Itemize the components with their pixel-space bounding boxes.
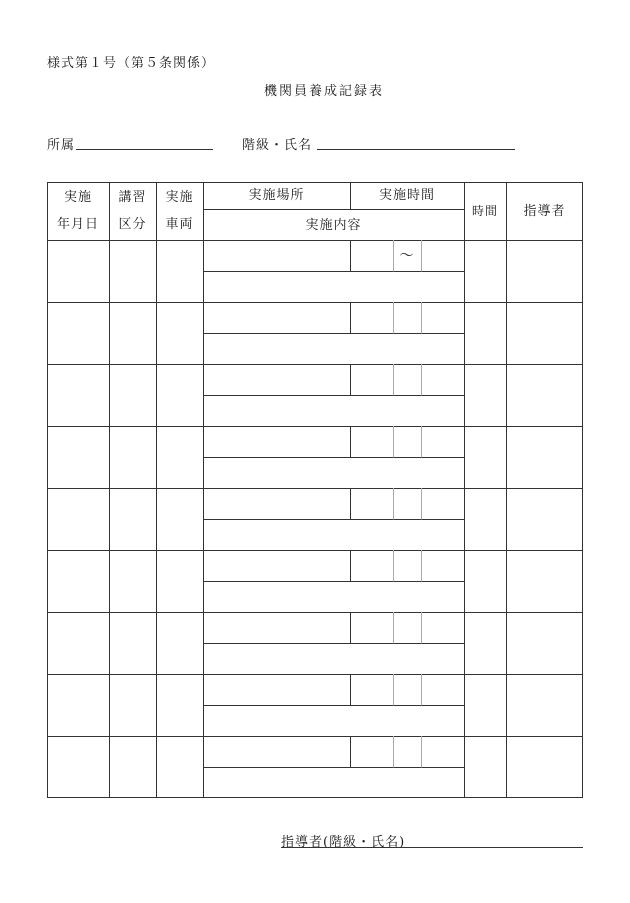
header-time-range: 実施時間 <box>378 188 435 203</box>
header-vehicle-line2: 車両 <box>165 217 194 232</box>
instructor-signature-label: 指導者(階級・氏名) <box>281 835 406 850</box>
time-separator: ～ <box>399 248 415 264</box>
affiliation-field[interactable] <box>76 149 213 150</box>
affiliation-label: 所属 <box>47 138 76 153</box>
header-content: 実施内容 <box>305 218 362 233</box>
training-record-table <box>47 182 583 798</box>
form-number: 様式第１号（第５条関係） <box>47 56 216 71</box>
header-hours: 時間 <box>471 204 498 218</box>
header-course-line1: 講習 <box>118 190 147 205</box>
table-grid <box>47 182 583 798</box>
header-date-line2: 年月日 <box>56 217 99 232</box>
header-instructor: 指導者 <box>523 204 566 219</box>
header-vehicle-line1: 実施 <box>165 190 194 205</box>
header-location: 実施場所 <box>248 188 305 203</box>
rank-name-field[interactable] <box>317 149 515 150</box>
rank-name-label: 階級・氏名 <box>242 138 313 153</box>
header-course-line2: 区分 <box>118 217 147 232</box>
document-title: 機関員養成記録表 <box>263 84 384 99</box>
instructor-signature-line[interactable] <box>281 847 583 848</box>
header-date-line1: 実施 <box>63 190 92 205</box>
